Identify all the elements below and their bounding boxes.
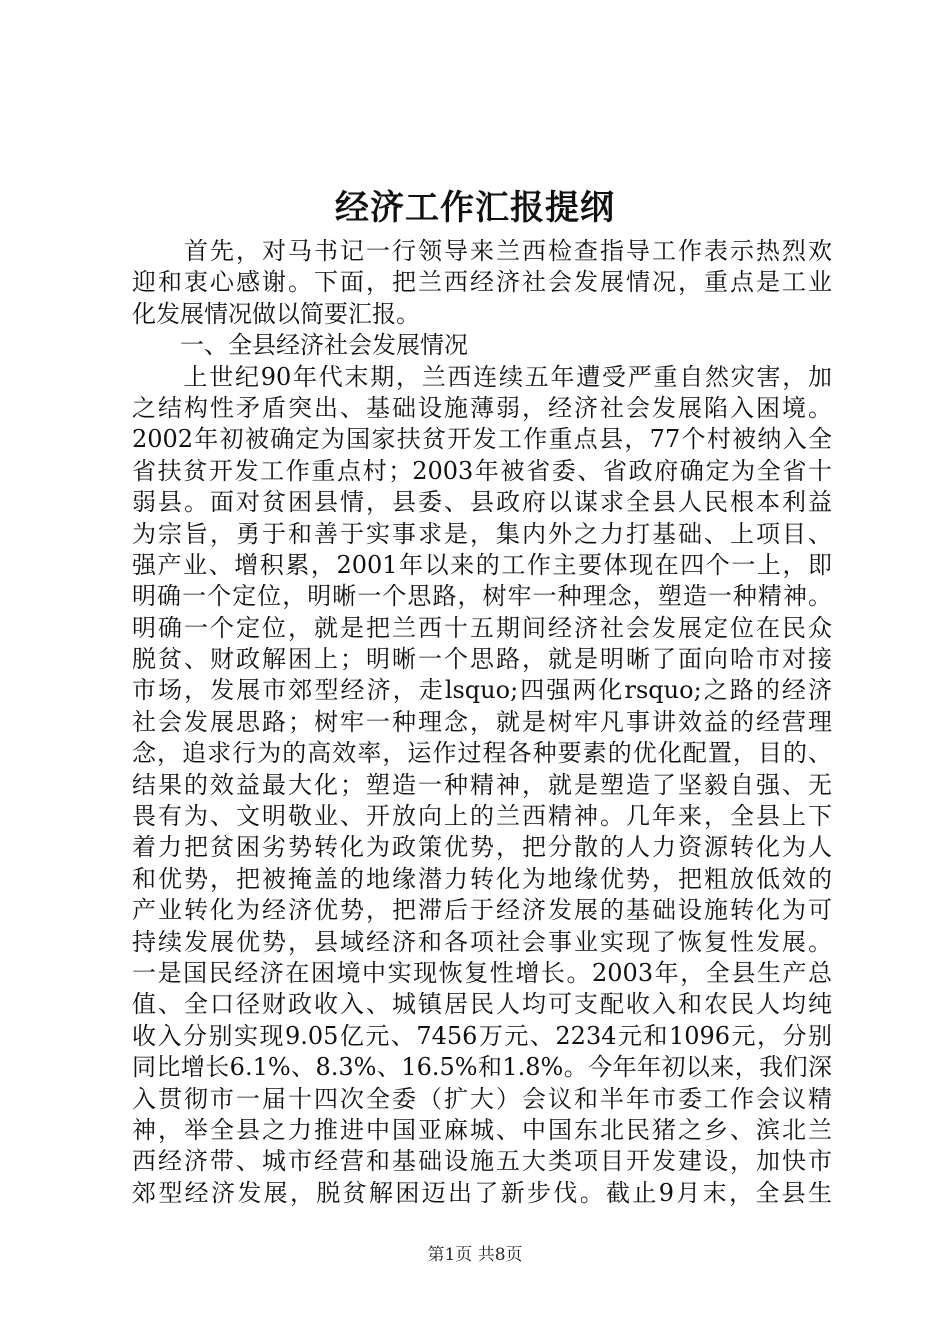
text-line: 值、全口径财政收入、城镇居民人均可支配收入和农民人均纯 <box>132 990 832 1019</box>
text-line: 同比增长6.1%、8.3%、16.5%和1.8%。今年年初以来，我们深 <box>132 1053 832 1082</box>
text-line: 市场，发展市郊型经济，走lsquo;四强两化rsquo;之路的经济 <box>132 676 832 705</box>
text-line: 化发展情况做以简要汇报。 <box>132 299 420 328</box>
text-line: 入贯彻市一届十四次全委（扩大）会议和半年市委工作会议精 <box>132 1084 832 1113</box>
text-line: 之结构性矛盾突出、基础设施薄弱，经济社会发展陷入困境。 <box>132 393 832 422</box>
text-line: 强产业、增积累，2001年以来的工作主要体现在四个一上，即 <box>132 550 832 579</box>
text-line: 一是国民经济在困境中实现恢复性增长。2003年，全县生产总 <box>132 958 832 987</box>
text-line: 和优势，把被掩盖的地缘潜力转化为地缘优势，把粗放低效的 <box>132 864 832 893</box>
text-line: 畏有为、文明敬业、开放向上的兰西精神。几年来，全县上下 <box>132 802 832 831</box>
document-title: 经济工作汇报提纲 <box>335 188 615 228</box>
text-line: 为宗旨，勇于和善于实事求是，集内外之力打基础、上项目、 <box>132 519 832 548</box>
text-line: 明确一个定位，就是把兰西十五期间经济社会发展定位在民众 <box>132 613 832 642</box>
text-line: 收入分别实现9.05亿元、7456万元、2234元和1096元，分别 <box>132 1021 832 1050</box>
document-body <box>132 236 832 1209</box>
text-line: 持续发展优势，县域经济和各项社会事业实现了恢复性发展。 <box>132 927 832 956</box>
text-line: 迎和衷心感谢。下面，把兰西经济社会发展情况，重点是工业 <box>132 268 832 297</box>
text-line: 2002年初被确定为国家扶贫开发工作重点县，77个村被纳入全 <box>132 425 832 454</box>
text-line: 社会发展思路；树牢一种理念，就是树牢凡事讲效益的经营理 <box>132 707 832 736</box>
page-footer: 第1页 共8页 <box>427 1245 523 1265</box>
text-line: 省扶贫开发工作重点村；2003年被省委、省政府确定为全省十 <box>132 456 832 485</box>
text-line: 西经济带、城市经营和基础设施五大类项目开发建设，加快市 <box>132 1147 832 1176</box>
text-line: 产业转化为经济优势，把滞后于经济发展的基础设施转化为可 <box>132 896 832 925</box>
text-line: 首先，对马书记一行领导来兰西检查指导工作表示热烈欢 <box>132 237 832 265</box>
text-line: 上世纪90年代末期，兰西连续五年遭受严重自然灾害，加 <box>132 362 832 391</box>
text-line: 神，举全县之力推进中国亚麻城、中国东北民猪之乡、滨北兰 <box>132 1115 832 1144</box>
text-line: 脱贫、财政解困上；明晰一个思路，就是明晰了面向哈市对接 <box>132 645 832 674</box>
text-line: 郊型经济发展，脱贫解困迈出了新步伐。截止9月末，全县生 <box>132 1178 832 1207</box>
text-line: 着力把贫困劣势转化为政策优势，把分散的人力资源转化为人 <box>132 833 832 862</box>
text-line: 明确一个定位，明晰一个思路，树牢一种理念，塑造一种精神。 <box>132 582 832 611</box>
text-line: 念，追求行为的高效率，运作过程各种要素的优化配置，目的、 <box>132 739 832 768</box>
text-line: 弱县。面对贫困县情，县委、县政府以谋求全县人民根本利益 <box>132 488 832 517</box>
text-line: 结果的效益最大化；塑造一种精神，就是塑造了坚毅自强、无 <box>132 770 832 799</box>
text-line: 一、全县经济社会发展情况 <box>132 331 468 360</box>
